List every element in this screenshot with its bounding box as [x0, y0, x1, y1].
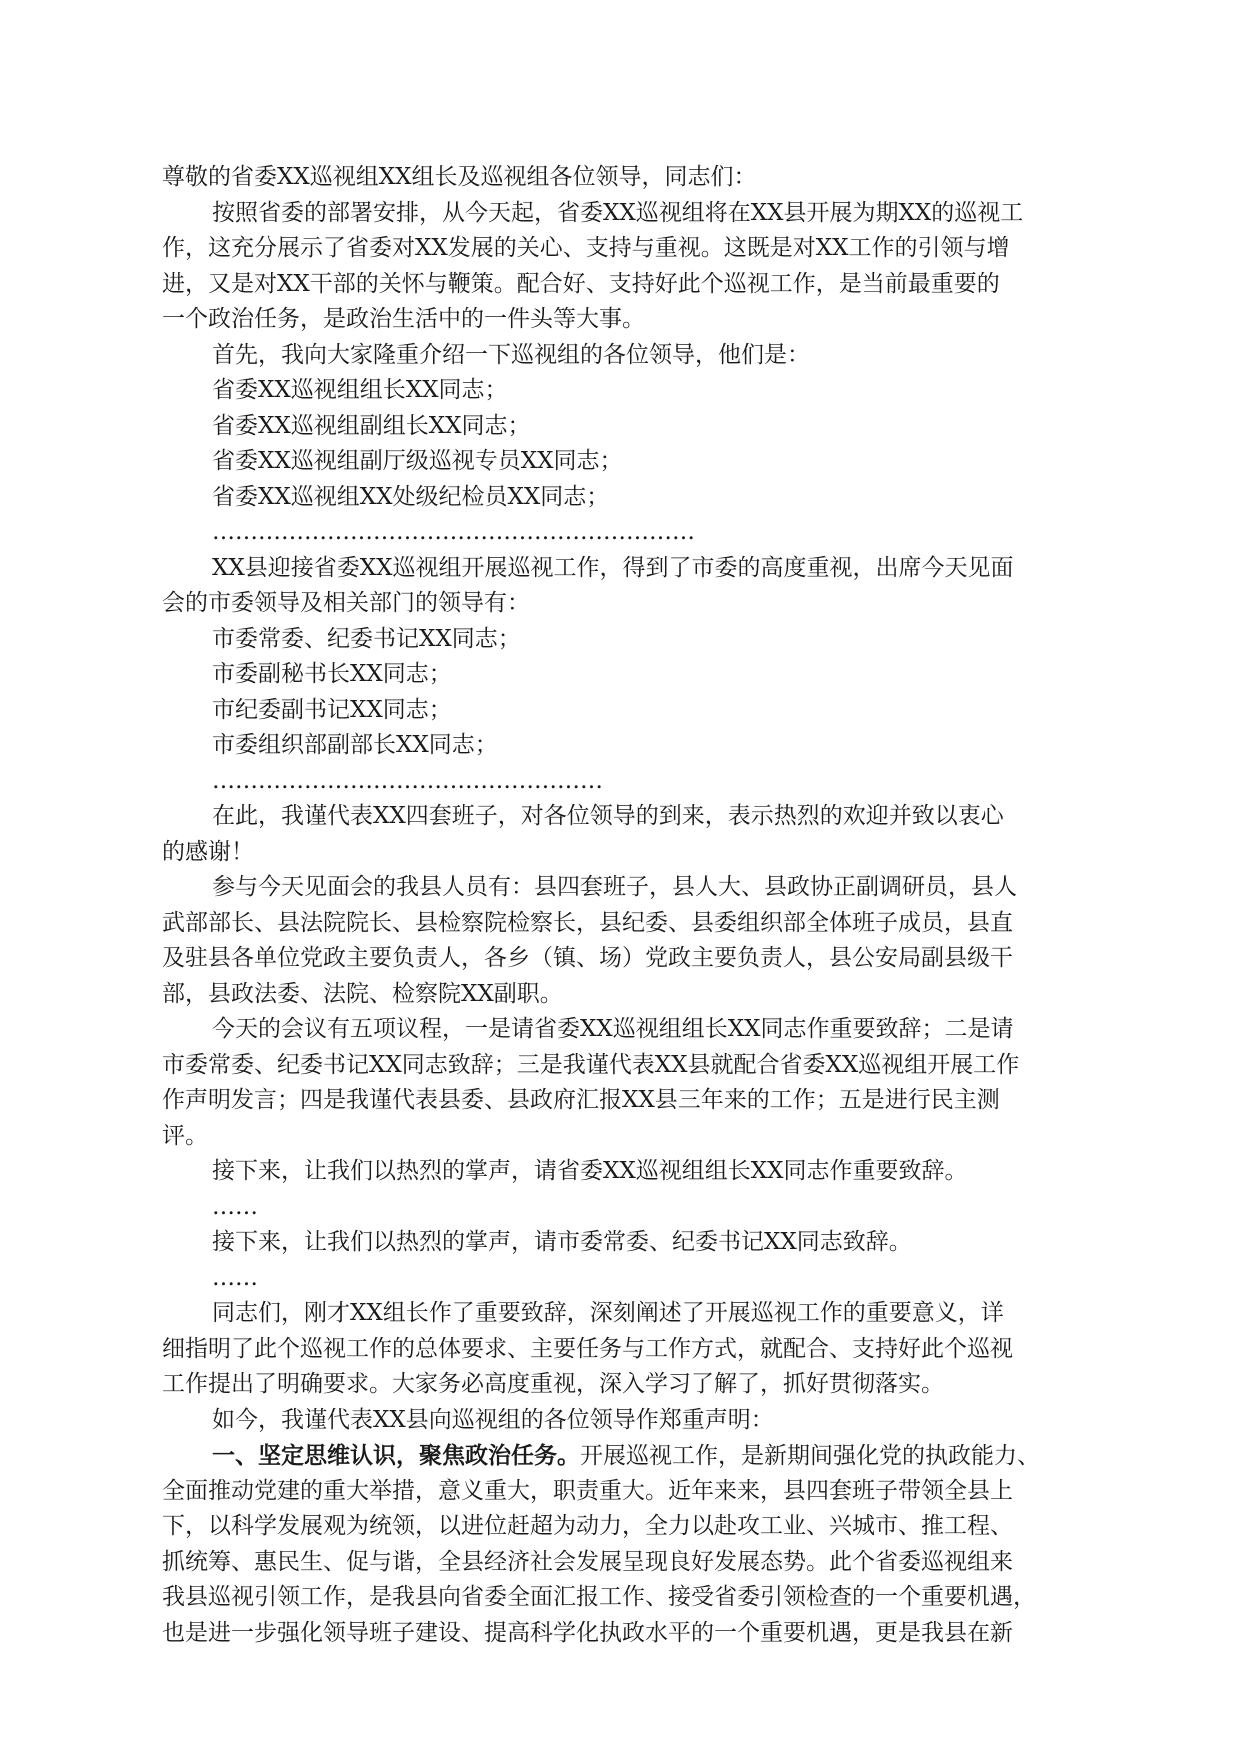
line-text: 如今，我谨代表XX县向巡视组的各位领导作郑重声明：	[212, 1406, 774, 1433]
text-line	[162, 231, 1082, 267]
text-line	[162, 1261, 1082, 1297]
text-line	[162, 1296, 1082, 1332]
line-text: 省委XX巡视组副厅级巡视专员XX同志；	[212, 448, 623, 474]
line-text: 市委常委、纪委书记XX同志；	[212, 625, 521, 652]
text-line	[162, 870, 1082, 906]
text-line	[162, 1048, 1082, 1084]
text-line	[162, 764, 1082, 800]
text-line	[162, 338, 1082, 374]
text-line	[162, 480, 1082, 516]
line-text: 武部部长、县法院院长、县检察院检察长，县纪委、县委组织部全体班子成员，县直	[162, 909, 1013, 936]
line-text: 工作提出了明确要求。大家务必高度重视，深入学习了解了，抓好贯彻落实。	[162, 1371, 944, 1397]
text-line	[162, 1012, 1082, 1048]
line-text: XX县迎接省委XX巡视组开展巡视工作，得到了市委的高度重视，出席今天见面	[212, 554, 1014, 581]
text-line	[162, 1332, 1082, 1368]
line-text: 按照省委的部署安排，从今天起，省委XX巡视组将在XX县开展为期XX的巡视工	[212, 199, 1024, 226]
line-text: 今天的会议有五项议程，一是请省委XX巡视组组长XX同志作重要致辞；二是请	[212, 1016, 1014, 1042]
text-line	[162, 693, 1082, 729]
line-text: 部，县政法委、法院、检察院XX副职。	[162, 980, 563, 1007]
line-text: 省委XX巡视组XX处级纪检员XX同志；	[212, 483, 610, 510]
text-line	[162, 1367, 1082, 1403]
text-line	[162, 515, 1082, 551]
text-line	[162, 302, 1082, 338]
line-text: 作声明发言；四是我谨代表县委、县政府汇报XX县三年来的工作；五是进行民主测	[162, 1087, 1000, 1113]
line-text: 接下来，让我们以热烈的掌声，请省委XX巡视组组长XX同志作重要致辞。	[212, 1158, 968, 1184]
line-text: 尊敬的省委XX巡视组XX组长及巡视组各位领导，同志们：	[162, 164, 757, 190]
text-line	[162, 1474, 1082, 1510]
line-text: 首先，我向大家隆重介绍一下巡视组的各位领导，他们是：	[212, 341, 810, 368]
text-line	[162, 1225, 1082, 1261]
line-text: 进，又是对XX干部的关怀与鞭策。配合好、支持好此个巡视工作，是当前最重要的	[162, 270, 1000, 297]
section-heading: 一、坚定思维认识，聚焦政治任务。	[212, 1442, 580, 1469]
text-line	[162, 1403, 1082, 1439]
text-line	[162, 728, 1082, 764]
text-line	[162, 906, 1082, 942]
text-line	[162, 196, 1082, 232]
text-line	[162, 1154, 1082, 1190]
text-line	[162, 1580, 1082, 1616]
document-body	[162, 160, 1082, 1651]
line-text: 同志们，刚才XX组长作了重要致辞，深刻阐述了开展巡视工作的重要意义，详	[212, 1300, 1004, 1326]
text-line	[162, 657, 1082, 693]
line-text: ……	[212, 1264, 258, 1291]
line-text: 省委XX巡视组组长XX同志；	[212, 377, 508, 403]
line-text: 参与今天见面会的我县人员有：县四套班子，县人大、县政协正副调研员，县人	[212, 874, 1017, 900]
text-line	[162, 1509, 1082, 1545]
text-line	[162, 1083, 1082, 1119]
line-text: 及驻县各单位党政主要负责人，各乡（镇、场）党政主要负责人，县公安局副县级干	[162, 945, 1013, 971]
text-line	[162, 1190, 1082, 1226]
text-line	[162, 373, 1082, 409]
text-line	[162, 160, 1082, 196]
text-line	[162, 409, 1082, 445]
line-text: 抓统筹、惠民生、促与谐，全县经济社会发展呈现良好发展态势。此个省委巡视组来	[162, 1548, 1013, 1575]
text-line	[162, 1616, 1082, 1652]
line-text: 市委组织部副部长XX同志；	[212, 732, 498, 758]
line-text: 的感谢！	[162, 838, 254, 865]
line-text: 在此，我谨代表XX四套班子，对各位领导的到来，表示热烈的欢迎并致以衷心	[212, 803, 1004, 829]
line-text: 市委常委、纪委书记XX同志致辞；三是我谨代表XX县就配合省委XX巡视组开展工作	[162, 1051, 1020, 1078]
line-text: ……	[212, 1193, 258, 1220]
line-text: 全面推动党建的重大举措，意义重大，职责重大。近年来来，县四套班子带领全县上	[162, 1477, 1013, 1504]
line-text: 市纪委副书记XX同志；	[212, 696, 452, 723]
line-text: 作，这充分展示了省委对XX发展的关心、支持与重视。这既是对XX工作的引领与增	[162, 235, 1010, 261]
line-text: 市委副秘书长XX同志；	[212, 661, 452, 687]
text-line	[162, 1438, 1082, 1474]
text-line	[162, 622, 1082, 658]
line-text: 评。	[162, 1122, 208, 1149]
line-text: ……………………………………………	[212, 767, 603, 794]
line-text: 细指明了此个巡视工作的总体要求、主要任务与工作方式，就配合、支持好此个巡视	[162, 1335, 1013, 1362]
line-text: 也是进一步强化领导班子建设、提高科学化执政水平的一个重要机遇，更是我县在新	[162, 1619, 1013, 1646]
line-text: 下，以科学发展观为统领，以进位赶超为动力，全力以赴攻工业、兴城市、推工程、	[162, 1513, 1013, 1539]
text-line	[162, 941, 1082, 977]
line-text: 开展巡视工作，是新期间强化党的执政能力、	[580, 1443, 1040, 1469]
text-line	[162, 267, 1082, 303]
line-text: 一个政治任务，是政治生活中的一件头等大事。	[162, 306, 645, 332]
text-line	[162, 1545, 1082, 1581]
text-line	[162, 1119, 1082, 1155]
text-line	[162, 835, 1082, 871]
text-line	[162, 551, 1082, 587]
text-line	[162, 799, 1082, 835]
line-text: 会的市委领导及相关部门的领导有：	[162, 590, 530, 616]
line-text: 省委XX巡视组副组长XX同志；	[212, 412, 531, 439]
text-line	[162, 977, 1082, 1013]
text-line	[162, 586, 1082, 622]
line-text: 接下来，让我们以热烈的掌声，请市委常委、纪委书记XX同志致辞。	[212, 1229, 912, 1255]
text-line	[162, 444, 1082, 480]
line-text: ………………………………………………………	[212, 519, 695, 545]
line-text: 我县巡视引领工作，是我县向省委全面汇报工作、接受省委引领检查的一个重要机遇，	[162, 1584, 1036, 1610]
